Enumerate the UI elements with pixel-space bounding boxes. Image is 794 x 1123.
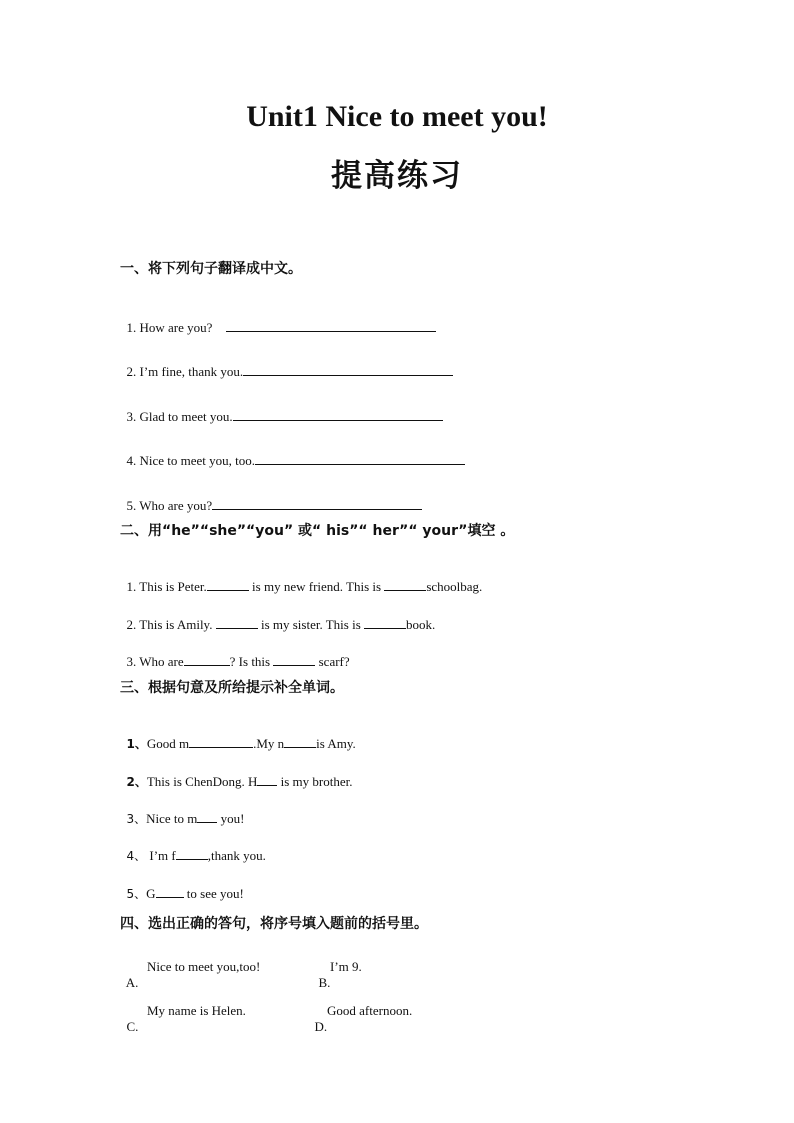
section-1-item-1 — [120, 303, 436, 336]
answer-blank[interactable] — [212, 497, 422, 510]
item-text: 2. I’m fine, thank you. — [126, 364, 244, 379]
item-text: This is ChenDong. H — [146, 774, 258, 789]
section-3-item-5 — [120, 869, 244, 902]
item-text: 3. Glad to meet you. — [126, 409, 233, 424]
page-subtitle: 提高练习 — [331, 158, 463, 194]
item-text: 5. Who are you? — [126, 498, 213, 513]
section-1-item-3 — [120, 392, 443, 425]
section-2-item-2 — [120, 600, 435, 633]
item-text: G — [146, 886, 156, 901]
answer-blank[interactable] — [284, 735, 316, 748]
item-text: book. — [406, 617, 436, 632]
item-text: 3. Who are — [126, 654, 184, 669]
option-label: A. — [125, 975, 139, 990]
item-text: scarf? — [315, 654, 350, 669]
item-text: I’m f — [146, 848, 176, 863]
item-text: 1. This is Peter. — [126, 579, 207, 594]
item-text: is Amy. — [316, 736, 356, 751]
section-1-heading: 一、将下列句子翻译成中文。 — [120, 261, 302, 277]
option-c-text: My name is Helen. — [147, 1003, 246, 1018]
section-1-item-2 — [120, 347, 453, 380]
item-text: ,thank you. — [207, 848, 266, 863]
item-text: is my brother. — [277, 774, 353, 789]
option-label: C. — [126, 1019, 139, 1034]
answer-blank[interactable] — [257, 773, 277, 786]
answer-blank[interactable] — [216, 616, 258, 629]
answer-blank[interactable] — [243, 363, 453, 376]
item-text: 1. How are you? — [126, 320, 213, 335]
item-number: 1、 — [126, 737, 147, 751]
answer-blank[interactable] — [176, 847, 208, 860]
section-1-item-4 — [120, 436, 465, 469]
answer-blank[interactable] — [233, 408, 443, 421]
section-3-item-1 — [120, 719, 356, 752]
section-1-item-5 — [120, 481, 422, 514]
answer-blank[interactable] — [226, 319, 436, 332]
option-d — [308, 1003, 327, 1035]
item-number: 2、 — [126, 775, 147, 789]
answer-blank[interactable] — [197, 810, 217, 823]
item-text: 4. Nice to meet you, too. — [126, 453, 256, 468]
answer-blank[interactable] — [207, 578, 249, 591]
section-3-item-4 — [120, 831, 266, 864]
section-3-heading: 三、根据句意及所给提示补全单词。 — [120, 680, 344, 696]
section-4-heading: 四、选出正确的答句，将序号填入题前的括号里。 — [120, 916, 428, 932]
answer-blank[interactable] — [384, 578, 426, 591]
option-a-text: Nice to meet you,too! — [147, 959, 261, 974]
option-label: B. — [318, 975, 331, 990]
option-c — [120, 1003, 138, 1035]
answer-blank[interactable] — [273, 653, 315, 666]
option-d-text: Good afternoon. — [327, 1003, 413, 1018]
section-2-item-1 — [120, 562, 482, 595]
answer-blank[interactable] — [156, 885, 184, 898]
option-b — [312, 959, 330, 991]
option-b-text: I’m 9. — [330, 959, 362, 974]
item-number: 4、 — [126, 849, 147, 863]
page-title: Unit1 Nice to meet you! — [246, 100, 548, 133]
item-text: is my sister. This is — [257, 617, 365, 632]
option-a — [120, 959, 138, 991]
option-label: D. — [314, 1019, 328, 1034]
item-number: 3、 — [126, 812, 147, 826]
item-text: is my new friend. This is — [248, 579, 385, 594]
item-text: to see you! — [183, 886, 244, 901]
item-text: 2. This is Amily. — [126, 617, 216, 632]
section-3-item-3 — [120, 794, 245, 827]
item-number: 5、 — [126, 887, 147, 901]
item-text: Nice to m — [146, 811, 198, 826]
item-text: ? Is this — [229, 654, 274, 669]
item-text: you! — [217, 811, 245, 826]
answer-blank[interactable] — [184, 653, 230, 666]
section-2-item-3 — [120, 637, 350, 670]
item-text: schoolbag. — [426, 579, 483, 594]
answer-blank[interactable] — [189, 735, 253, 748]
section-2-heading: 二、用“he”“she”“you” 或“ his”“ her”“ your”填空 。 — [120, 523, 515, 539]
answer-blank[interactable] — [255, 452, 465, 465]
section-3-item-2 — [120, 757, 352, 790]
item-text: .My n — [253, 736, 285, 751]
item-text: Good m — [146, 736, 190, 751]
answer-blank[interactable] — [364, 616, 406, 629]
